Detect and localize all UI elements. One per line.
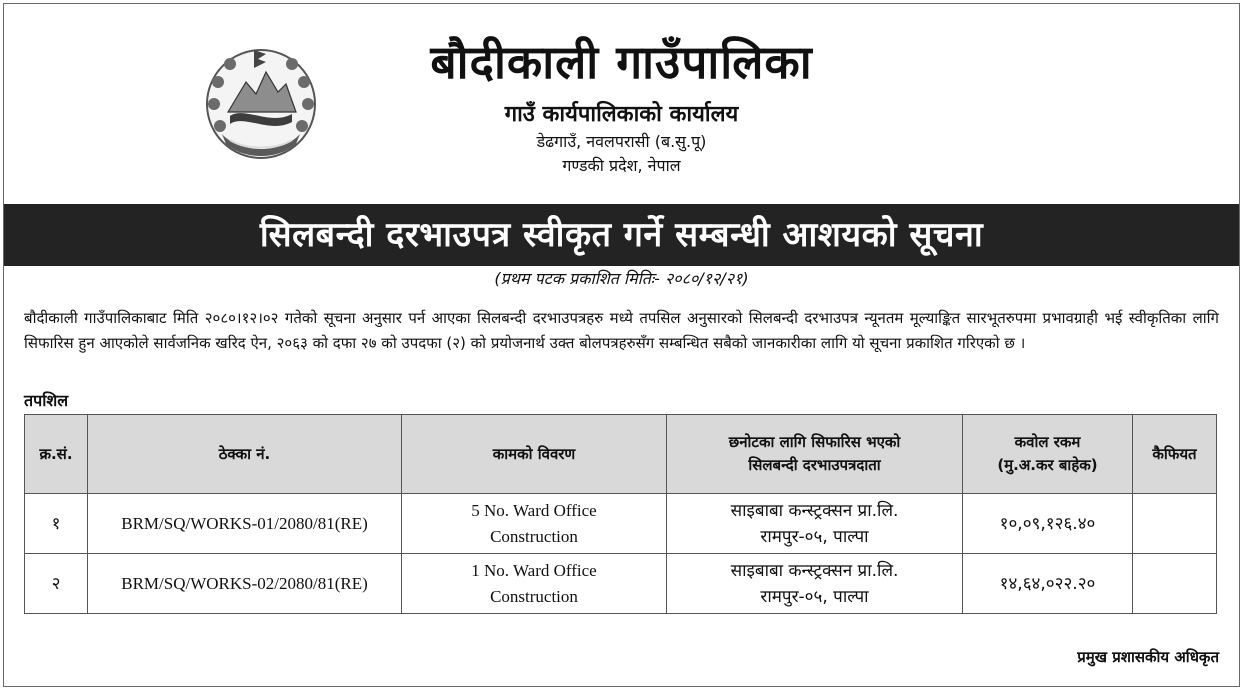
cell-contract-no: BRM/SQ/WORKS-01/2080/81(RE) [88,494,402,554]
table-header-row [25,415,1217,494]
cell-bidder-line2: रामपुर-०५, पाल्पा [760,526,869,547]
cell-description-line2: Construction [490,586,578,606]
cell-description-line1: 5 No. Ward Office [471,500,597,520]
cell-bidder-line1: साइबाबा कन्स्ट्रक्सन प्रा.लि. [730,560,899,581]
title-block [304,32,939,178]
address-line-2: गण्डकी प्रदेश, नेपाल [562,156,681,175]
notice-page [3,3,1240,687]
header-contract-no: ठेक्का नं. [88,415,402,494]
letterhead [4,4,1239,200]
cell-description [402,494,667,554]
cell-bidder-line2: रामपुर-०५, पाल्पा [760,586,869,607]
cell-remarks [1133,494,1217,554]
cell-bidder-line1: साइबाबा कन्स्ट्रक्सन प्रा.लि. [730,500,899,521]
table-row [25,554,1217,614]
notice-title-banner [4,204,1239,266]
header-bidder [667,415,963,494]
notice-title: सिलबन्दी दरभाउपत्र स्वीकृत गर्ने सम्बन्धी आशयको सूचना [259,215,984,255]
tender-table [24,414,1217,614]
cell-sn: १ [25,494,88,554]
cell-bidder [667,494,963,554]
org-name: बौदीकाली गाउँपालिका [430,35,813,89]
signatory: प्रमुख प्रशासकीय अधिकृत [1077,648,1219,666]
cell-contract-no: BRM/SQ/WORKS-02/2080/81(RE) [88,554,402,614]
cell-bidder [667,554,963,614]
header-bidder-line2: सिलबन्दी दरभाउपत्रदाता [748,456,881,474]
header-amount-line2: (मु.अ.कर बाहेक) [997,456,1098,474]
cell-description-line1: 1 No. Ward Office [471,560,597,580]
header-sn: क्र.सं. [25,415,88,494]
address-line-1: डेढगाउँ, नवलपरासी (ब.सु.पू) [536,132,707,151]
section-label: तपशिल [24,391,69,410]
table-row [25,494,1217,554]
header-bidder-line1: छनोटका लागि सिफारिस भएको [728,433,901,451]
cell-amount: १०,०९,१२६.४० [963,494,1133,554]
header-amount [963,415,1133,494]
cell-description-line2: Construction [490,526,578,546]
cell-amount: १४,६४,०२२.२० [963,554,1133,614]
header-amount-line1: कवोल रकम [1014,433,1081,451]
header-description: कामको विवरण [402,415,667,494]
office-name: गाउँ कार्यपालिकाको कार्यालय [504,102,739,127]
notice-body: बौदीकाली गाउँपालिकाबाट मिति २०८०।१२।०२ गतेको सूचना अनुसार पर्न आएका सिलबन्दी दरभाउपत्रहरु मध्ये तपसिल अनुसारको सिलबन्दी दरभाउपत्र न्यूनतम मूल्याङ्कित सारभूतरुपमा प्रभावग्राही भई स्वीकृतिका लागि सिफारिस हुन आएकोले सार्वजनिक खरिद ऐन, २०६३ को दफा २७ को उपदफा (२) को प्रयोजनार्थ उक्त बोलपत्रहरुसँग सम्बन्धित सबैको जानकारीका लागि यो सूचना प्रकाशित गरिएको छ । [24,309,1219,352]
header-remarks: कैफियत [1133,415,1217,494]
published-date: (प्रथम पटक प्रकाशित मितिः- २०८०/१२/२१) [494,269,749,288]
cell-sn: २ [25,554,88,614]
cell-description [402,554,667,614]
cell-remarks [1133,554,1217,614]
